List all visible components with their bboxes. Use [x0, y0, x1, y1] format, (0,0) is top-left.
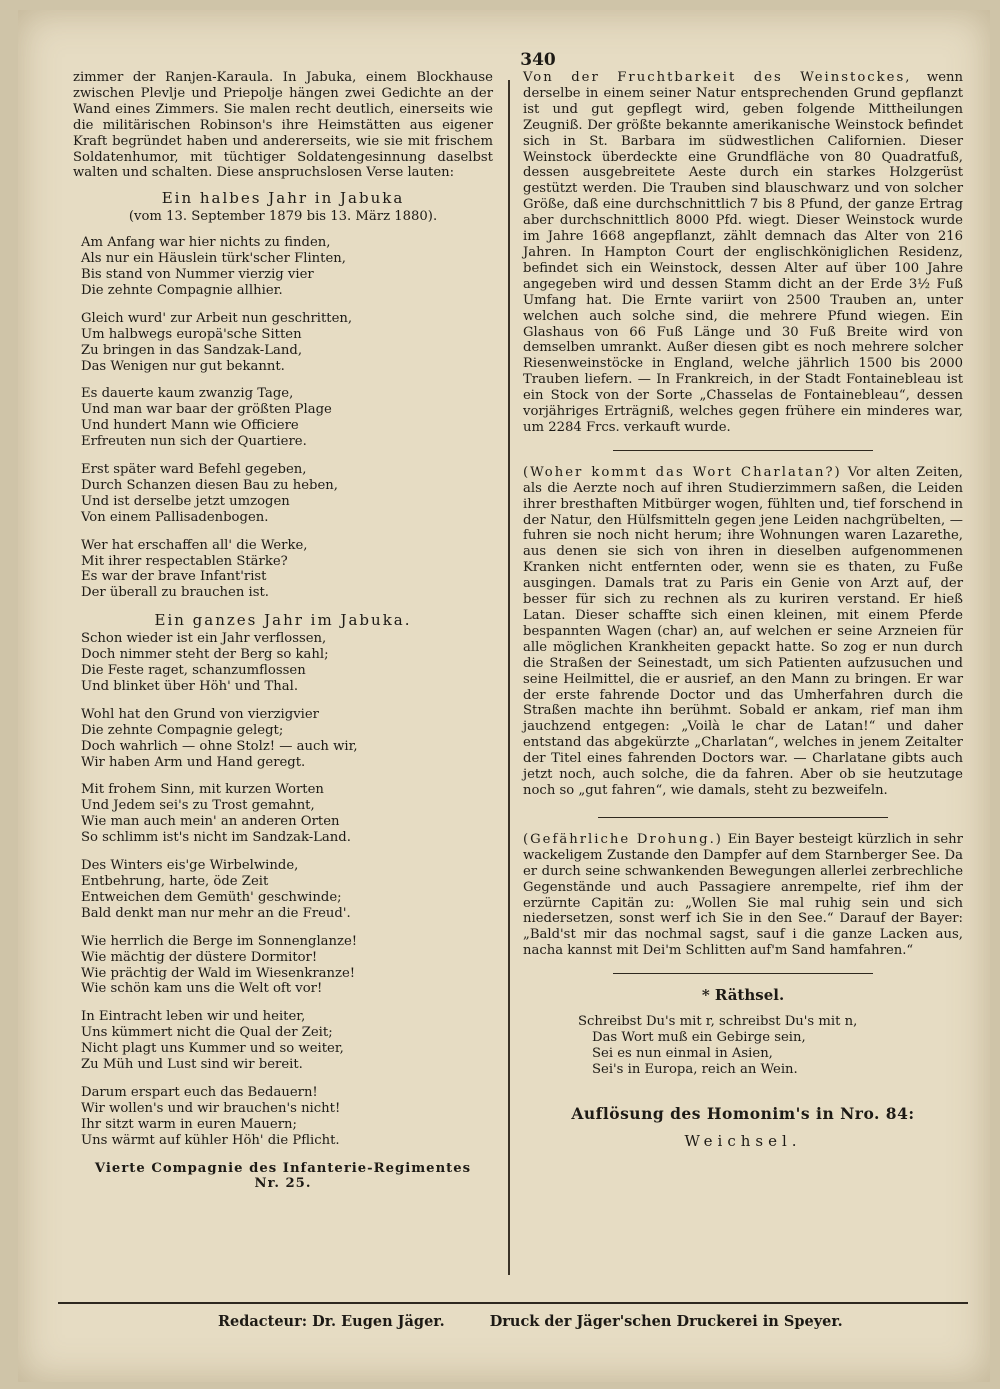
- poem2-stanza: [81, 934, 493, 998]
- verse-line: Das Wenigen nur gut bekannt.: [81, 358, 285, 374]
- riddle: [578, 1014, 963, 1078]
- article-charlatan: [523, 465, 963, 799]
- article-threat-lead: (Gefährliche Drohung.): [523, 831, 723, 847]
- left-column: [73, 70, 493, 1192]
- verse-line: Darum erspart euch das Bedauern!: [81, 1084, 318, 1100]
- verse-line: Und blinket über Höh' und Thal.: [81, 678, 299, 694]
- verse-line: Wie prächtig der Wald im Wiesenkranze!: [81, 965, 356, 981]
- poem2: [73, 631, 493, 1148]
- verse-line: So schlimm ist's nicht im Sandzak-Land.: [81, 830, 351, 846]
- poem1-title: Ein halbes Jahr in Jabuka: [161, 189, 405, 208]
- article-charlatan-lead: (Woher kommt das Wort Charlatan?): [523, 464, 842, 480]
- separator-rule: [613, 973, 873, 974]
- poem2-stanza: [81, 782, 493, 846]
- poem-signature: [73, 1161, 493, 1193]
- poem1-subtitle: (vom 13. September 1879 bis 13. März 1880).: [128, 209, 438, 225]
- separator-rule: [598, 817, 888, 818]
- newspaper-page: [18, 10, 990, 1382]
- verse-line: Wohl hat den Grund von vierzigvier: [81, 706, 319, 722]
- verse-line: Wie schön kam uns die Welt oft vor!: [81, 981, 323, 997]
- article-vine-body: wenn derselbe in einem seiner Natur entsprechenden Grund gepflanzt ist und gut gepflegt wird, geben folgende Mittheilungen Zeugniß. Der größte bekannte amerikanische Weinstock befindet sich in St. Barbara im südwestlichen Californien. Dieser Weinstock überdeckte eine Grundfläche von 80 Quadratfuß, dessen ausgebreitete Aeste durch ein starkes Holzgerüst gestützt werden. Die Trauben sind blauschwarz und von solcher Größe, daß eine durchschnittlich 7 bis 8 Pfund, der ganze Ertrag aber durchschnittlich 8000 Pfd. wiegt. Dieser Weinstock wurde im Jahre 1668 angepflanzt, zählt demnach das Alter von 216 Jahren. In Hampton Court der englischköniglichen Residenz, befindet sich ein Weinstock, dessen Alter auf über 100 Jahre angegeben wird und dessen Stamm dicht an der Erde 3½ Fuß Umfang hat. Die Ernte variirt von 2500 Trauben an, unter welchen auch solche sind, die mehrere Pfund wiegen. Ein Glashaus von 66 Fuß Länge und 30 Fuß Breite wird von demselben umrankt. Außer diesen gibt es noch mehrere solcher Riesenweinstöcke in England, welche jährlich 1500 bis 2000 Trauben liefern. — In Frankreich, in der Stadt Fontainebleau ist ein Stock von der Sorte „Chasselas de Fontainebleau“, dessen vorjähriges Erträgniß, welches gegen frühere ein minderes war, um 2284 Frcs. verkauft wurde.: [523, 70, 963, 435]
- verse-line: Erfreuten nun sich der Quartiere.: [81, 434, 307, 450]
- poem1-stanza: [81, 235, 493, 299]
- riddle-line: Sei's in Europa, reich an Wein.: [592, 1061, 798, 1077]
- column-divider: [508, 80, 510, 1275]
- verse-line: Bald denkt man nur mehr an die Freud'.: [81, 905, 351, 921]
- verse-line: Wir haben Arm und Hand geregt.: [81, 754, 306, 770]
- footer-editor: Redacteur: Dr. Eugen Jäger.: [218, 1313, 445, 1330]
- right-column: [523, 70, 963, 1149]
- verse-line: Schon wieder ist ein Jahr verflossen,: [81, 631, 327, 647]
- verse-line: Und hundert Mann wie Officiere: [81, 418, 299, 434]
- verse-line: Und Jedem sei's zu Trost gemahnt,: [81, 798, 315, 814]
- article-vine-lead: Von der Fruchtbarkeit des Weinstockes,: [523, 70, 912, 85]
- verse-line: Nicht plagt uns Kummer und so weiter,: [81, 1041, 344, 1057]
- verse-line: Wie herrlich die Berge im Sonnenglanze!: [81, 933, 358, 949]
- solution-answer: Weichsel.: [684, 1131, 802, 1150]
- verse-line: Des Winters eis'ge Wirbelwinde,: [81, 858, 299, 874]
- article-threat: [523, 832, 963, 959]
- verse-line: Am Anfang war hier nichts zu finden,: [81, 235, 331, 251]
- verse-line: Die Feste raget, schanzumflossen: [81, 663, 306, 678]
- verse-line: Gleich wurd' zur Arbeit nun geschritten,: [81, 310, 353, 326]
- solution-title: Auflösung des Homonim's in Nro. 84:: [571, 1103, 915, 1123]
- verse-line: Erst später ward Befehl gegeben,: [81, 462, 307, 478]
- verse-line: Und ist derselbe jetzt umzogen: [81, 493, 290, 509]
- article-charlatan-body: Vor alten Zeiten, als die Aerzte noch auf ihren Studierzimmern saßen, die Leiden ihrer bresthaften Mitbürger wogen, fühlten und, tief forschend in der Natur, den Hülfsmitteln gegen jene Leiden nachgrübelten, — fuhren sie noch nicht herum; ihre Wohnungen waren Lazarethe, aus denen sie sich von ihren in dieselben aufgenommenen Kranken nicht entfernten oder, wenn sie es thaten, zu Fuße ausgingen. Damals trat zu Paris ein Genie von Arzt auf, der besser für sich zu rechnen als zu kuriren verstand. Er hieß Latan. Dieser schaffte sich einen kleinen, mit einem Pferde bespannten Wagen (char) an, auf welchen er seine Arzneien für alle möglichen Krankheiten gepackt hatte. So zog er nun durch die Straßen der Seinestadt, um sich Patienten aufzusuchen und seine Heilmittel, die er ausrief, an den Mann zu bringen. Er war der erste fahrende Doctor und das Umherfahren durch die Straßen machte ihn berühmt. Sobald er ankam, rief man ihm jauchzend entgegen: „Voilà le char de Latan!“ und daher entstand das abgekürzte „Charlatan“, welches in jenem Zeitalter der Titel eines fahrenden Doctors war. — Charlatane gibts auch jetzt noch, auch solche, die da fahren. Aber ob sie heutzutage noch so „gut fahren“, wie damals, steht zu bezweifeln.: [523, 464, 963, 798]
- verse-line: Ihr sitzt warm in euren Mauern;: [81, 1116, 297, 1132]
- poem2-stanza: [81, 707, 493, 771]
- verse-line: Entbehrung, harte, öde Zeit: [81, 873, 269, 889]
- verse-line: Die zehnte Compagnie gelegt;: [81, 722, 284, 738]
- verse-line: Bis stand von Nummer vierzig vier: [81, 266, 314, 282]
- verse-line: Es dauerte kaum zwanzig Tage,: [81, 386, 294, 402]
- footer: [218, 1313, 843, 1330]
- riddle-line: Sei es nun einmal in Asien,: [592, 1045, 773, 1061]
- intro-paragraph: zimmer der Ranjen-Karaula. In Jabuka, einem Blockhause zwischen Plevlje und Priepolje hängen zwei Gedichte an der Wand eines Zimmers. Sie malen recht deutlich, einerseits wie die militärischen Robinson's ihre Heimstätten aus eigener Kraft begründet haben und andererseits, wie sie mit frischem Soldatenhumor, mit tüchtiger Soldatengesinnung daselbst walten und schalten. Diese anspruchslosen Verse lauten:: [73, 70, 493, 181]
- verse-line: Zu bringen in das Sandzak-Land,: [81, 342, 303, 358]
- verse-line: Die zehnte Compagnie allhier.: [81, 282, 283, 298]
- poem1: [73, 235, 493, 601]
- page-number: 340: [520, 50, 556, 70]
- poem2-title: Ein ganzes Jahr im Jabuka.: [154, 611, 412, 630]
- article-vine: [523, 70, 963, 436]
- signature-line-1: Vierte Compagnie des Infanterie-Regimentes: [94, 1160, 472, 1176]
- riddle-line: Schreibst Du's mit r, schreibst Du's mit n,: [578, 1014, 858, 1030]
- verse-line: Wer hat erschaffen all' die Werke,: [81, 537, 308, 553]
- verse-line: Durch Schanzen diesen Bau zu heben,: [81, 477, 338, 493]
- verse-line: Wir wollen's und wir brauchen's nicht!: [81, 1100, 341, 1116]
- poem2-stanza: [81, 1009, 493, 1073]
- verse-line: Und man war baar der größten Plage: [81, 402, 332, 418]
- verse-line: Der überall zu brauchen ist.: [81, 585, 269, 601]
- verse-line: Doch nimmer steht der Berg so kahl;: [81, 647, 329, 663]
- article-threat-body: Ein Bayer besteigt kürzlich in sehr wackeligem Zustande den Dampfer auf dem Starnberger See. Da er durch seine schwankenden Bewegungen allerlei zerbrechliche Gegenstände und auch Passagiere anrempelte, rief ihm der erzürnte Capitän zu: „Wollen Sie mal ruhig sein und sich niedersetzen, sonst werf ich Sie in den See.“ Darauf der Bayer: „Bald'st mir das nochmal sagst, sauf i die ganze Lacken aus, nacha kannst mit Dei'm Schlitten auf'm Sand hamfahren.“: [523, 831, 963, 959]
- verse-line: Von einem Pallisadenbogen.: [81, 509, 269, 525]
- verse-line: Als nur ein Häuslein türk'scher Flinten,: [81, 251, 346, 267]
- verse-line: Um halbwegs europä'sche Sitten: [81, 326, 302, 342]
- verse-line: Mit ihrer respectablen Stärke?: [81, 553, 288, 569]
- poem1-stanza: [81, 386, 493, 450]
- verse-line: Uns wärmt auf kühler Höh' die Pflicht.: [81, 1132, 340, 1148]
- riddle-title: * Räthsel.: [701, 986, 785, 1005]
- signature-line-2: Nr. 25.: [254, 1176, 312, 1192]
- separator-rule: [613, 450, 873, 451]
- footer-rule: [58, 1302, 968, 1304]
- verse-line: Wie mächtig der düstere Dormitor!: [81, 949, 318, 965]
- footer-printer: Druck der Jäger'schen Druckerei in Speyer.: [489, 1313, 843, 1330]
- verse-line: Mit frohem Sinn, mit kurzen Worten: [81, 782, 324, 798]
- poem2-stanza: [81, 1085, 493, 1149]
- poem2-stanza: [81, 631, 493, 695]
- poem1-stanza: [81, 538, 493, 602]
- poem1-stanza: [81, 462, 493, 526]
- verse-line: Es war der brave Infant'rist: [81, 569, 267, 585]
- verse-line: Wie man auch mein' an anderen Orten: [81, 814, 340, 830]
- verse-line: Doch wahrlich — ohne Stolz! — auch wir,: [81, 738, 358, 754]
- poem2-stanza: [81, 858, 493, 922]
- riddle-line: Das Wort muß ein Gebirge sein,: [592, 1029, 806, 1045]
- poem1-stanza: [81, 311, 493, 375]
- verse-line: Uns kümmert nicht die Qual der Zeit;: [81, 1025, 333, 1041]
- verse-line: Entweichen dem Gemüth' geschwinde;: [81, 889, 342, 905]
- verse-line: In Eintracht leben wir und heiter,: [81, 1009, 306, 1025]
- verse-line: Zu Müh und Lust sind wir bereit.: [81, 1057, 303, 1073]
